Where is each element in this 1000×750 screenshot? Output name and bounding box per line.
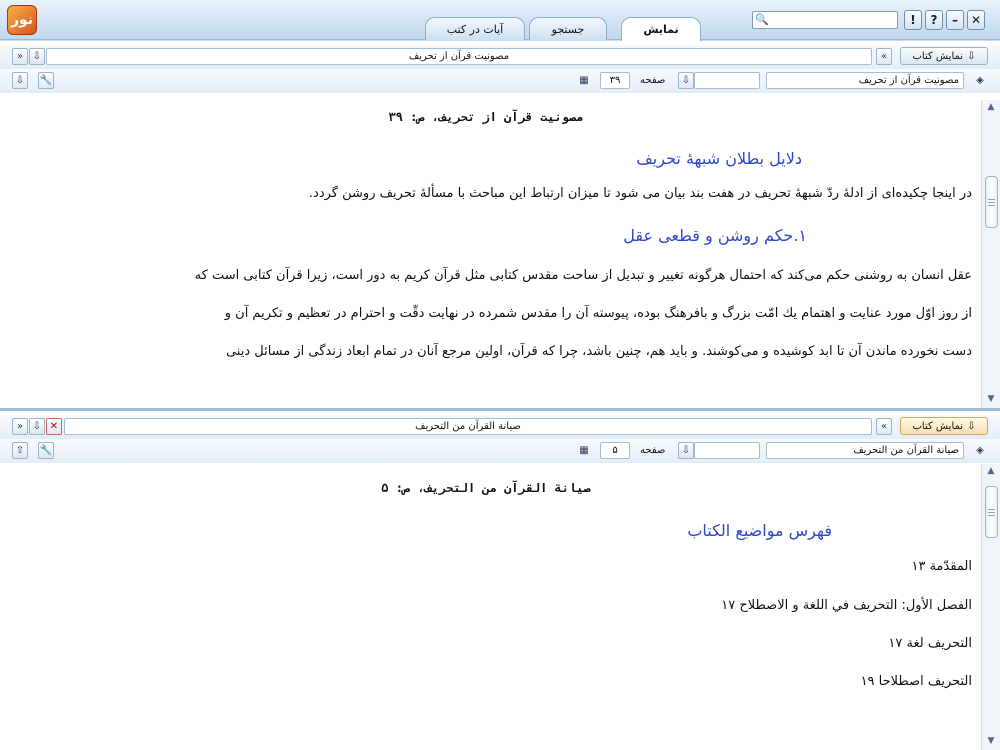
bottom-book-toolbar [0,415,1000,439]
close-pane-icon[interactable]: ✕ [46,418,62,435]
page-heading: مصونیت قرآن از تحریف، ص: ۳۹ [388,110,584,124]
up-arrow-icon[interactable]: ⇧ [12,442,28,459]
book-select[interactable]: صيانة القرآن من التحريف [766,442,964,459]
grip-line [988,515,995,516]
section-select[interactable] [694,442,760,459]
grip-line [988,199,995,200]
section-select[interactable] [694,72,760,89]
down-arrow-icon: ⇩ [967,420,976,432]
alert-button[interactable]: ! [904,10,922,30]
bottom-scrollbar[interactable] [981,464,1000,750]
top-page-toolbar [0,69,1000,93]
bottom-book-pane [0,411,1000,750]
columns-icon[interactable]: ▦ [579,445,589,456]
grip-line [988,205,995,206]
down-arrow-icon[interactable]: ⇩ [678,72,694,89]
down-arrow-icon[interactable]: ⇩ [678,442,694,459]
grip-line [988,202,995,203]
expand-icon[interactable]: « [876,48,892,65]
top-book-pane [0,41,1000,408]
toc-item: الفصل الأول: التحريف في اللغة و الاصطلاح ۱۷ [721,598,972,613]
page-label: صفحه [640,445,666,456]
page-heading: صيانة القرآن من التحريف، ص: ۵ [381,481,591,495]
book-select[interactable]: مصونیت قرآن از تحریف [766,72,964,89]
show-book-button[interactable] [900,47,988,65]
window-controls [904,10,985,30]
tag-icon[interactable]: ◈ [976,75,984,86]
book-title-field[interactable]: مصونیت قرآن از تحریف [46,48,872,65]
page-number-field[interactable]: ۵ [600,442,630,459]
page-number-field[interactable]: ۳۹ [600,72,630,89]
tag-icon[interactable]: ◈ [976,445,984,456]
help-button[interactable]: ? [925,10,943,30]
columns-icon[interactable]: ▦ [579,75,589,86]
book-title-field[interactable]: صيانة القرآن من التحريف [64,418,872,435]
top-scrollbar[interactable] [981,100,1000,408]
top-book-toolbar [0,45,1000,69]
toc-item: المقدّمة ۱۳ [911,559,972,574]
app-logo[interactable]: نور [7,5,37,35]
scroll-thumb[interactable] [985,486,998,538]
down-arrow-icon[interactable]: ⇩ [12,72,28,89]
show-book-label: نمایش کتاب [912,420,964,432]
intro-paragraph: در اینجا چکیده‌ای از ادلهٔ ردّ شبههٔ تحریف در هفت بند بیان می شود تا میزان ارتباط این مباحث با مسألهٔ تحریف روشن گردد. [308,186,972,201]
tab-search[interactable]: جستجو [529,17,607,40]
close-button[interactable]: ✕ [967,10,985,30]
section-heading: دلایل بطلان شبههٔ تحریف [636,149,802,168]
toc-item: التحريف اصطلاحا ۱۹ [860,674,972,689]
search-icon[interactable]: 🔍 [755,13,769,26]
subsection-heading: ۱.حکم روشن و قطعی عقل [623,226,807,245]
minimize-button[interactable]: – [946,10,964,30]
search-field[interactable] [752,11,898,29]
down-arrow-icon[interactable]: ⇩ [29,418,45,435]
grip-line [988,512,995,513]
down-arrow-icon: ⇩ [967,50,976,62]
section-heading: فهرس مواضيع الكتاب [687,521,832,540]
collapse-icon[interactable]: » [12,48,28,65]
bottom-page-content [0,471,972,749]
tab-verses-in-books[interactable]: آیات در کتب [425,17,525,40]
scroll-thumb[interactable] [985,176,998,228]
show-book-button[interactable] [900,417,988,435]
page-label: صفحه [640,75,666,86]
scroll-up-icon[interactable]: ▲ [987,102,995,112]
scroll-up-icon[interactable]: ▲ [987,466,995,476]
show-book-label: نمایش کتاب [912,50,964,62]
scroll-down-icon[interactable]: ▼ [987,736,995,746]
top-page-content [0,107,972,407]
title-bar [0,0,1000,40]
expand-icon[interactable]: « [876,418,892,435]
toc-item: التحريف لغة ۱۷ [888,636,972,651]
body-line: دست نخورده ماندن آن تا ابد کوشیده و می‌کوشند. و باید هم، چنین باشد، چرا که قرآن، اولین مرجع آنان در تمام ابعاد زندگی از مسائل دینی [225,344,972,359]
wrench-icon[interactable]: 🔧 [38,72,54,89]
tab-display[interactable]: نمایش [621,17,701,41]
body-line: عقل انسان به روشنی حکم می‌کند که احتمال هرگونه تغییر و تبدیل از ساحت مقدس کتابی مثل قرآن کریم به دور است، زیرا قرآن کتابی است که [194,268,972,283]
bottom-page-toolbar [0,439,1000,463]
down-arrow-icon[interactable]: ⇩ [29,48,45,65]
grip-line [988,509,995,510]
body-line: از روز اوّل مورد عنایت و اهتمام یك امّت بزرگ و بافرهنگ بوده، پیوسته آن را مقدس شمرده در نهایت دقّت و احترام در تعظیم و تکریم آن و [224,306,972,321]
scroll-down-icon[interactable]: ▼ [987,394,995,404]
wrench-icon[interactable]: 🔧 [38,442,54,459]
collapse-icon[interactable]: » [12,418,28,435]
